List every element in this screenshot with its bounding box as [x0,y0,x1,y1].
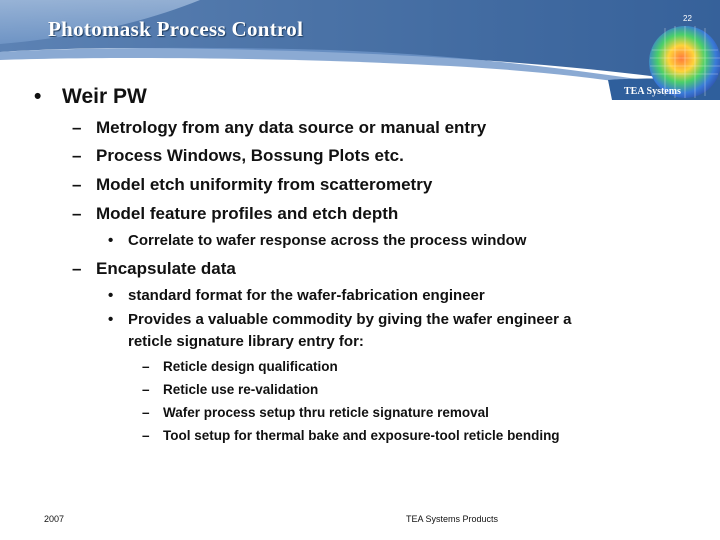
bullet-icon: • [108,311,114,328]
dash-icon: – [142,405,150,420]
bullet-icon: • [108,232,114,249]
footer-year: 2007 [44,514,65,524]
heading-item [34,85,147,109]
slide-title: Photomask Process Control [48,17,304,41]
dash-icon: – [142,359,150,374]
list-item: – Encapsulate data [72,259,236,278]
dash-icon: – [142,382,150,397]
bullet-icon: • [34,85,42,108]
use-item: – Reticle use re-validation [142,382,319,397]
dash-icon: – [72,259,82,278]
dash-icon: – [72,118,82,137]
list-item: – Metrology from any data source or manual entry [72,118,487,137]
sub-list-item: • Correlate to wafer response across the process window [108,232,527,249]
list-item: – Model etch uniformity from scatterometry [72,175,433,194]
sub-list-continuation: reticle signature library entry for: [128,333,364,350]
use-item: – Tool setup for thermal bake and exposure-tool reticle bending [142,428,560,443]
brand-label: TEA Systems [624,86,681,97]
heading-text: Weir PW [62,85,147,108]
dash-icon: – [142,428,150,443]
bullet-icon: • [108,287,114,304]
page-number: 22 [683,14,692,23]
use-item: – Wafer process setup thru reticle signature removal [142,405,489,420]
footer-company: TEA Systems Products [406,514,499,524]
sub-list-item: • Provides a valuable commodity by giving the wafer engineer a [108,311,572,328]
dash-icon: – [72,146,82,165]
dash-icon: – [72,204,82,223]
list-item: – Process Windows, Bossung Plots etc. [72,146,404,165]
list-item: – Model feature profiles and etch depth [72,204,399,223]
dash-icon: – [72,175,82,194]
use-item: – Reticle design qualification [142,359,338,374]
sub-list-item: • standard format for the wafer-fabrication engineer [108,287,485,304]
